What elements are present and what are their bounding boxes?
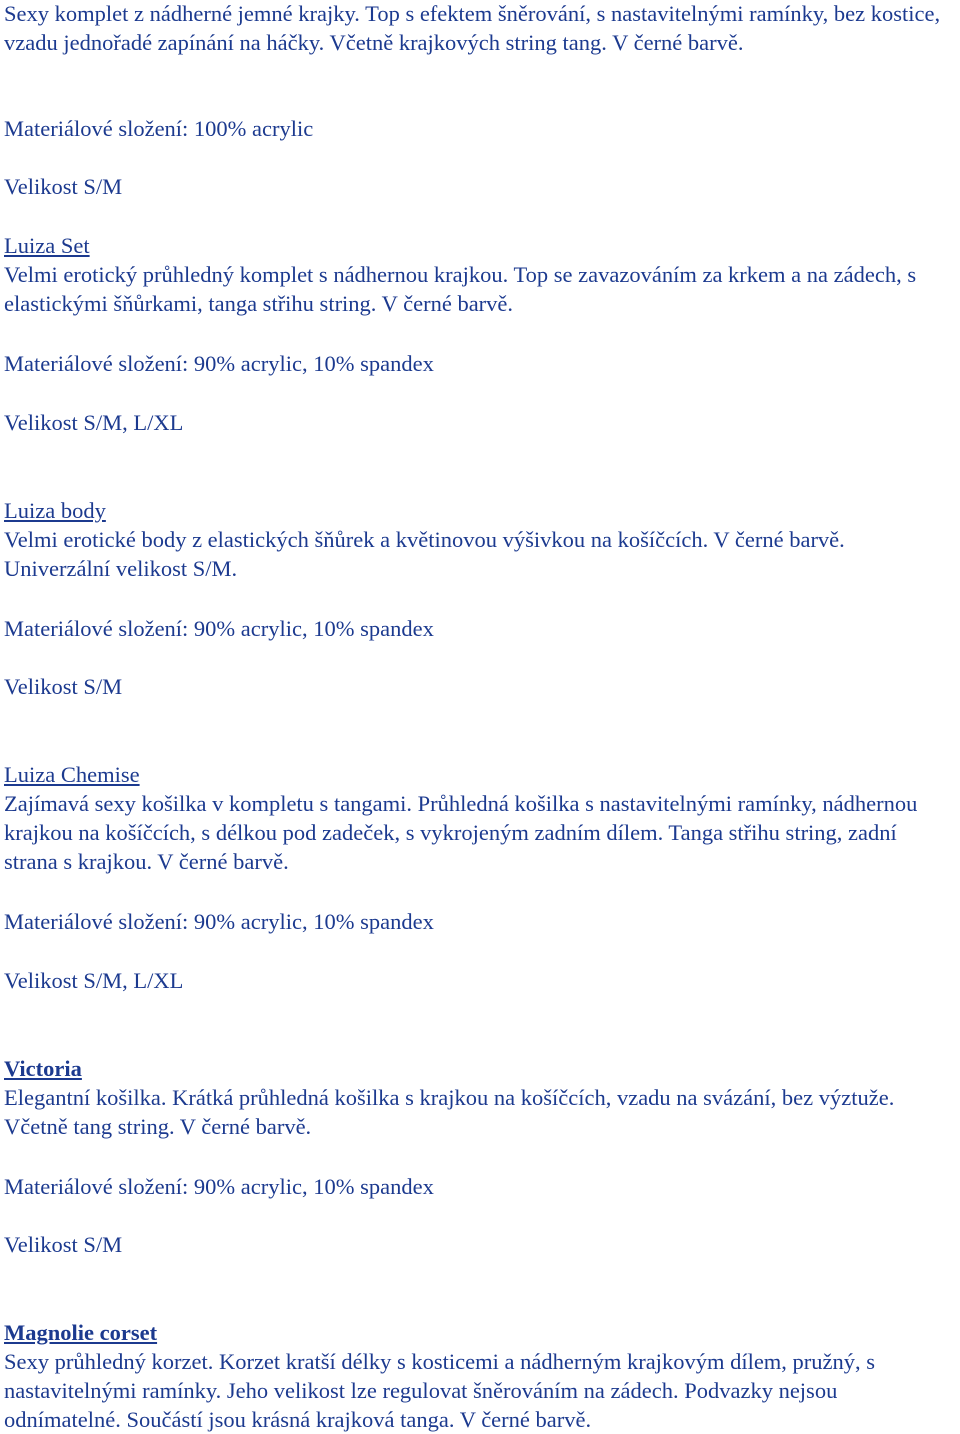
product-material-victoria: Materiálové složení: 90% acrylic, 10% spandex (4, 1174, 434, 1199)
intro-size: Velikost S/M (4, 174, 123, 199)
product-size-luiza-body: Velikost S/M (4, 674, 123, 699)
product-material-luiza-set: Materiálové složení: 90% acrylic, 10% spandex (4, 351, 434, 376)
product-material-luiza-body: Materiálové složení: 90% acrylic, 10% spandex (4, 616, 434, 641)
product-description-victoria: Elegantní košilka. Krátká průhledná košilka s krajkou na košíčcích, vzadu na svázání, bez výztuže. Včetně tang string. V černé barvě. (4, 1085, 895, 1139)
product-title-luiza-set: Luiza Set (4, 233, 90, 258)
product-description-luiza-body: Velmi erotické body z elastických šňůrek a květinovou výšivkou na košíčcích. V černé barvě. Univerzální velikost S/M. (4, 527, 845, 581)
intro-description: Sexy komplet z nádherné jemné krajky. Top s efektem šněrování, s nastavitelnými ramínky, bez kostice, vzadu jednořadé zapínání na háčky. Včetně krajkových string tang. V černé barvě. (4, 1, 941, 55)
product-size-victoria: Velikost S/M (4, 1232, 123, 1257)
product-title-victoria: Victoria (4, 1056, 82, 1081)
product-description-luiza-set: Velmi erotický průhledný komplet s nádhernou krajkou. Top se zavazováním za krkem a na zádech, s elastickými šňůrkami, tanga střihu string. V černé barvě. (4, 262, 917, 316)
product-description-luiza-chemise: Zajímavá sexy košilka v kompletu s tangami. Průhledná košilka s nastavitelnými ramínky, nádhernou krajkou na košíčcích, s délkou pod zadeček, s vykrojeným zadním dílem. Tanga střihu string, zadní strana s krajkou. V černé barvě. (4, 791, 918, 874)
product-size-luiza-chemise: Velikost S/M, L/XL (4, 968, 184, 993)
product-title-magnolie-corset: Magnolie corset (4, 1320, 158, 1345)
product-material-luiza-chemise: Materiálové složení: 90% acrylic, 10% spandex (4, 909, 434, 934)
intro-material: Materiálové složení: 100% acrylic (4, 116, 314, 141)
product-title-luiza-chemise: Luiza Chemise (4, 762, 140, 787)
product-title-luiza-body: Luiza body (4, 498, 106, 523)
product-size-luiza-set: Velikost S/M, L/XL (4, 410, 184, 435)
product-description-magnolie-corset: Sexy průhledný korzet. Korzet kratší délky s kosticemi a nádherným krajkovým dílem, pružný, s nastavitelnými ramínky. Jeho velikost lze regulovat šněrováním na zádech. Podvazky nejsou odnímatelné. Součástí jsou krásná krajková tanga. V černé barvě. (4, 1349, 876, 1432)
